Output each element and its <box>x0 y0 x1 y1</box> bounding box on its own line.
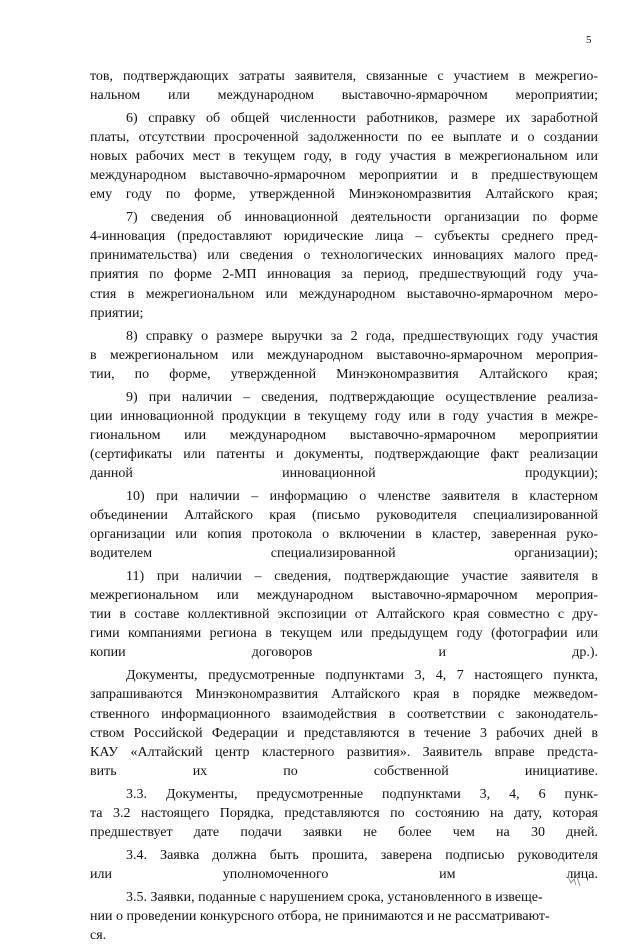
text-line: 9) при наличии – сведения, подтверждающие осуществление реализа- <box>126 389 598 405</box>
text-line: ственного информационного взаимодействия в соответствии с законодатель- <box>90 706 598 722</box>
text-line: КАУ «Алтайский центр кластерного развития». Заявитель вправе предста- <box>90 744 598 760</box>
page-number: 5 <box>586 34 592 46</box>
text-line: в межрегиональном или международном выставочно-ярмарочном мероприя- <box>90 347 598 363</box>
text-line: 10) при наличии – информацию о членстве заявителя в кластерном <box>126 488 598 504</box>
document-body <box>90 67 598 945</box>
text-line: предшествует дате подачи заявки не более чем на 30 дней. <box>90 824 598 840</box>
text-line: ему году по форме, утвержденной Минэкономразвития Алтайского края; <box>90 187 598 203</box>
paragraph-section-3-5 <box>90 888 598 945</box>
paragraph-item-9 <box>90 388 598 483</box>
text-line: 3.5. Заявки, поданные с нарушением срока, установленного в извеще- <box>126 889 543 905</box>
text-line: приятия по форме 2-МП инновация за период, предшествующий году уча- <box>90 267 598 283</box>
text-line: новых рабочих мест в текущем году, в году участия в межрегиональном или <box>90 149 598 165</box>
paragraph-item-11 <box>90 567 598 662</box>
paragraph-item-6 <box>90 109 598 204</box>
text-line: приятии; <box>90 305 144 321</box>
text-line: или уполномоченного им лица. <box>90 866 598 882</box>
text-line: (сертификаты или патенты и документы, подтверждающие факт реализации <box>90 446 598 462</box>
text-line: объединении Алтайского края (письмо руководителя специализированной <box>90 508 598 524</box>
text-line: стия в межрегиональном или международном выставочно-ярмарочном меро- <box>90 286 598 302</box>
text-line: 3.4. Заявка должна быть прошита, заверена подписью руководителя <box>126 847 598 863</box>
text-line: межрегиональном или международном выставочно-ярмарочном мероприя- <box>90 588 598 604</box>
paragraph-item-7 <box>90 208 598 322</box>
text-line: международном выставочно-ярмарочном мероприятии и в предшествующем <box>90 168 598 184</box>
text-line: 7) сведения об инновационной деятельности организации по форме <box>126 210 598 226</box>
text-line: тов, подтверждающих затраты заявителя, связанные с участием в межрегио- <box>90 69 598 84</box>
text-line: гиональном или международном выставочно-ярмарочном мероприятии <box>90 427 598 443</box>
text-line: тии в составе коллективной экспозиции от Алтайского края совместно с дру- <box>90 607 598 623</box>
text-line: та 3.2 настоящего Порядка, представляются по состоянию на дату, которая <box>90 805 598 821</box>
paragraph-section-3-3 <box>90 785 598 842</box>
text-line: нии о проведении конкурсного отбора, не принимаются и не рассматривают- <box>90 908 550 924</box>
text-line: 4-инновация (предоставляют юридические лица – субъекты среднего пред- <box>90 229 598 245</box>
text-line: 11) при наличии – сведения, подтверждающие участие заявителя в <box>126 569 598 585</box>
text-line: нальном или международном выставочно-ярмарочном мероприятии; <box>90 88 598 104</box>
paragraph-item-8 <box>90 327 598 384</box>
text-line: тии, по форме, утвержденной Минэкономразвития Алтайского края; <box>90 366 598 382</box>
text-line: ции инновационной продукции в текущему году или в году участия в межре- <box>90 408 598 424</box>
text-line: ством Российской Федерации и представляются в течение 3 рабочих дней в <box>90 725 598 741</box>
text-line: принимательства) или сведения о технологических инновациях малого пред- <box>90 248 598 264</box>
text-line: гими компаниями региона в текущем или предыдущем году (фотографии или <box>90 626 598 642</box>
text-line: ся. <box>90 928 107 944</box>
text-line: 8) справку о размере выручки за 2 года, предшествующих году участия <box>126 328 598 344</box>
paragraph-item-10 <box>90 487 598 563</box>
text-line: организации или копия протокола о включении в кластер, заверенная руко- <box>90 527 598 543</box>
text-line: 3.3. Документы, предусмотренные подпунктами 3, 4, 6 пунк- <box>126 786 598 802</box>
pen-mark-icon <box>566 874 582 888</box>
paragraph-documents-request <box>90 666 598 780</box>
text-line: запрашиваются Минэкономразвития Алтайского края в порядке межведом- <box>90 687 598 703</box>
paragraph-section-3-4 <box>90 846 598 884</box>
text-line: данной инновационной продукции); <box>90 465 598 481</box>
text-line: 6) справку об общей численности работников, размере их заработной <box>126 111 598 127</box>
text-line: копии договоров и др.). <box>90 645 598 661</box>
text-line: вить их по собственной инициативе. <box>90 763 598 779</box>
text-line: платы, отсутствии просроченной задолженности по ее выплате и о создании <box>90 130 598 146</box>
text-line: водителем специализированной организации); <box>90 546 598 562</box>
text-line: Документы, предусмотренные подпунктами 3, 4, 7 настоящего пункта, <box>126 668 598 684</box>
paragraph-continuation <box>90 67 598 105</box>
